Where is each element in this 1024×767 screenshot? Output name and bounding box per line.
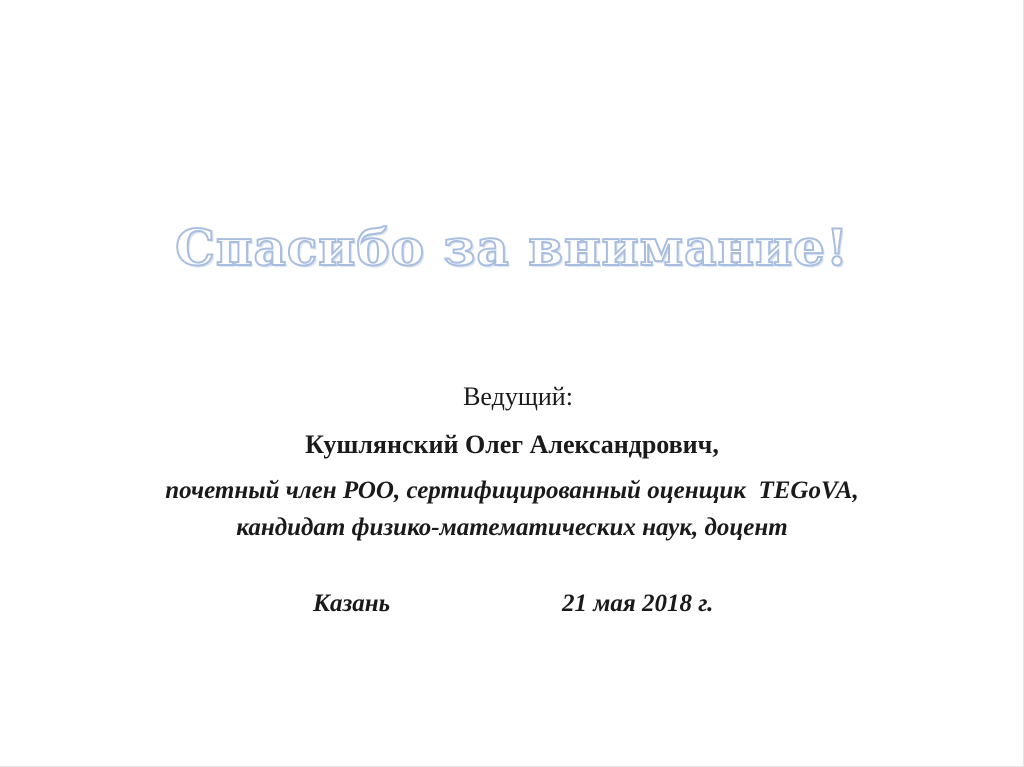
presenter-credentials [0,472,1024,546]
presenter-name: Кушлянский Олег Александрович, [305,430,719,459]
presenter-label: Ведущий: [463,382,573,411]
credentials-line-2: кандидат физико-математических наук, доцент [236,514,788,541]
thanks-heading: Спасибо за внимание! [175,218,849,277]
date: 21 мая 2018 г. [562,590,714,617]
credentials-line-1: почетный член РОО, сертифицированный оценщик TEGoVA, [165,477,859,504]
city: Казань [313,590,391,617]
